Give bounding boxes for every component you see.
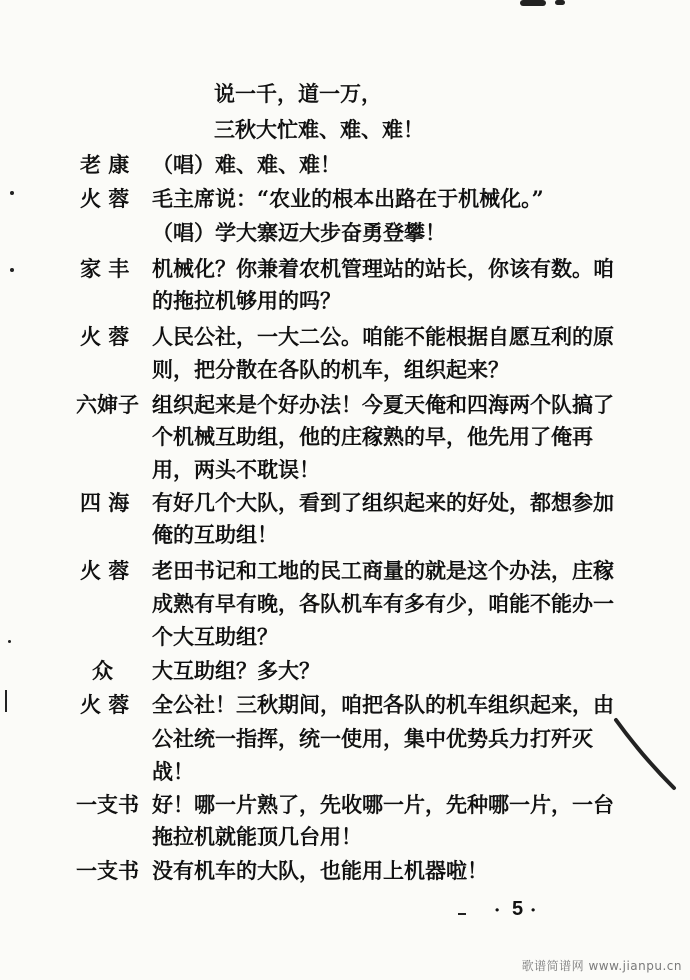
dialogue-line: 用，两头不耽误！ — [152, 457, 320, 482]
dialogue-line: 机械化？你兼着农机管理站的站长，你该有数。咱 — [152, 256, 614, 281]
speaker-label: 火 蓉 — [80, 692, 130, 717]
page-number: 5 — [512, 898, 524, 920]
scan-stroke — [612, 716, 682, 796]
dialogue-line: 战！ — [152, 759, 194, 784]
speaker-label: 火 蓉 — [80, 558, 130, 583]
speaker-label: 一支书 — [76, 858, 139, 883]
dialogue-line: 个大互助组？ — [152, 624, 278, 649]
speaker-label: 四 海 — [80, 490, 130, 515]
dialogue-line: 个机械互助组，他的庄稼熟的早，他先用了俺再 — [152, 424, 593, 449]
speaker-label: 火 蓉 — [80, 186, 130, 211]
dialogue-line: 全公社！三秋期间，咱把各队的机车组织起来，由 — [152, 692, 614, 717]
scan-mark — [520, 0, 546, 6]
speaker-label: 六婶子 — [76, 392, 139, 417]
verse-line-1: 说一千，道一万， — [214, 81, 382, 106]
speaker-label: 一支书 — [76, 792, 139, 817]
dialogue-line: 人民公社，一大二公。咱能不能根据自愿互利的原 — [152, 324, 614, 349]
dialogue-line: 则，把分散在各队的机车，组织起来？ — [152, 357, 509, 382]
dialogue-line: 拖拉机就能顶几台用！ — [152, 824, 362, 849]
dialogue-line: （唱）难、难、难！ — [152, 152, 341, 177]
page-number-right-dot: · — [530, 900, 537, 921]
page-number-left-dot: · — [494, 900, 501, 921]
dialogue-line: 俺的互助组！ — [152, 522, 278, 547]
speaker-label: 火 蓉 — [80, 324, 130, 349]
dialogue-line: 组织起来是个好办法！今夏天俺和四海两个队搞了 — [152, 392, 614, 417]
dialogue-line: 公社统一指挥，统一使用，集中优势兵力打歼灭 — [152, 726, 593, 751]
scan-speck — [10, 268, 14, 272]
speaker-label: 众 — [92, 658, 113, 683]
scan-speck — [10, 191, 14, 195]
watermark: 歌谱简谱网 www.jianpu.cn — [521, 959, 682, 973]
speaker-label: 老 康 — [80, 152, 130, 177]
scan-mark — [5, 690, 7, 712]
dialogue-line: 没有机车的大队，也能用上机器啦！ — [152, 858, 488, 883]
dialogue-line: 大互助组？多大？ — [152, 658, 320, 683]
dialogue-line: 有好几个大队，看到了组织起来的好处，都想参加 — [152, 490, 614, 515]
speaker-label: 家 丰 — [80, 256, 130, 281]
dialogue-line: 好！哪一片熟了，先收哪一片，先种哪一片，一台 — [152, 792, 614, 817]
dialogue-line: 老田书记和工地的民工商量的就是这个办法，庄稼 — [152, 558, 614, 583]
scan-mark — [555, 0, 565, 5]
scan-speck — [8, 640, 11, 643]
dialogue-line: （唱）学大寨迈大步奋勇登攀！ — [152, 220, 446, 245]
dialogue-line: 成熟有早有晚，各队机车有多有少，咱能不能办一 — [152, 591, 614, 616]
verse-line-2: 三秋大忙难、难、难！ — [214, 117, 424, 142]
dialogue-line: 毛主席说：“农业的根本出路在于机械化。” — [152, 186, 544, 211]
scan-mark — [458, 913, 466, 915]
dialogue-line: 的拖拉机够用的吗？ — [152, 288, 341, 313]
